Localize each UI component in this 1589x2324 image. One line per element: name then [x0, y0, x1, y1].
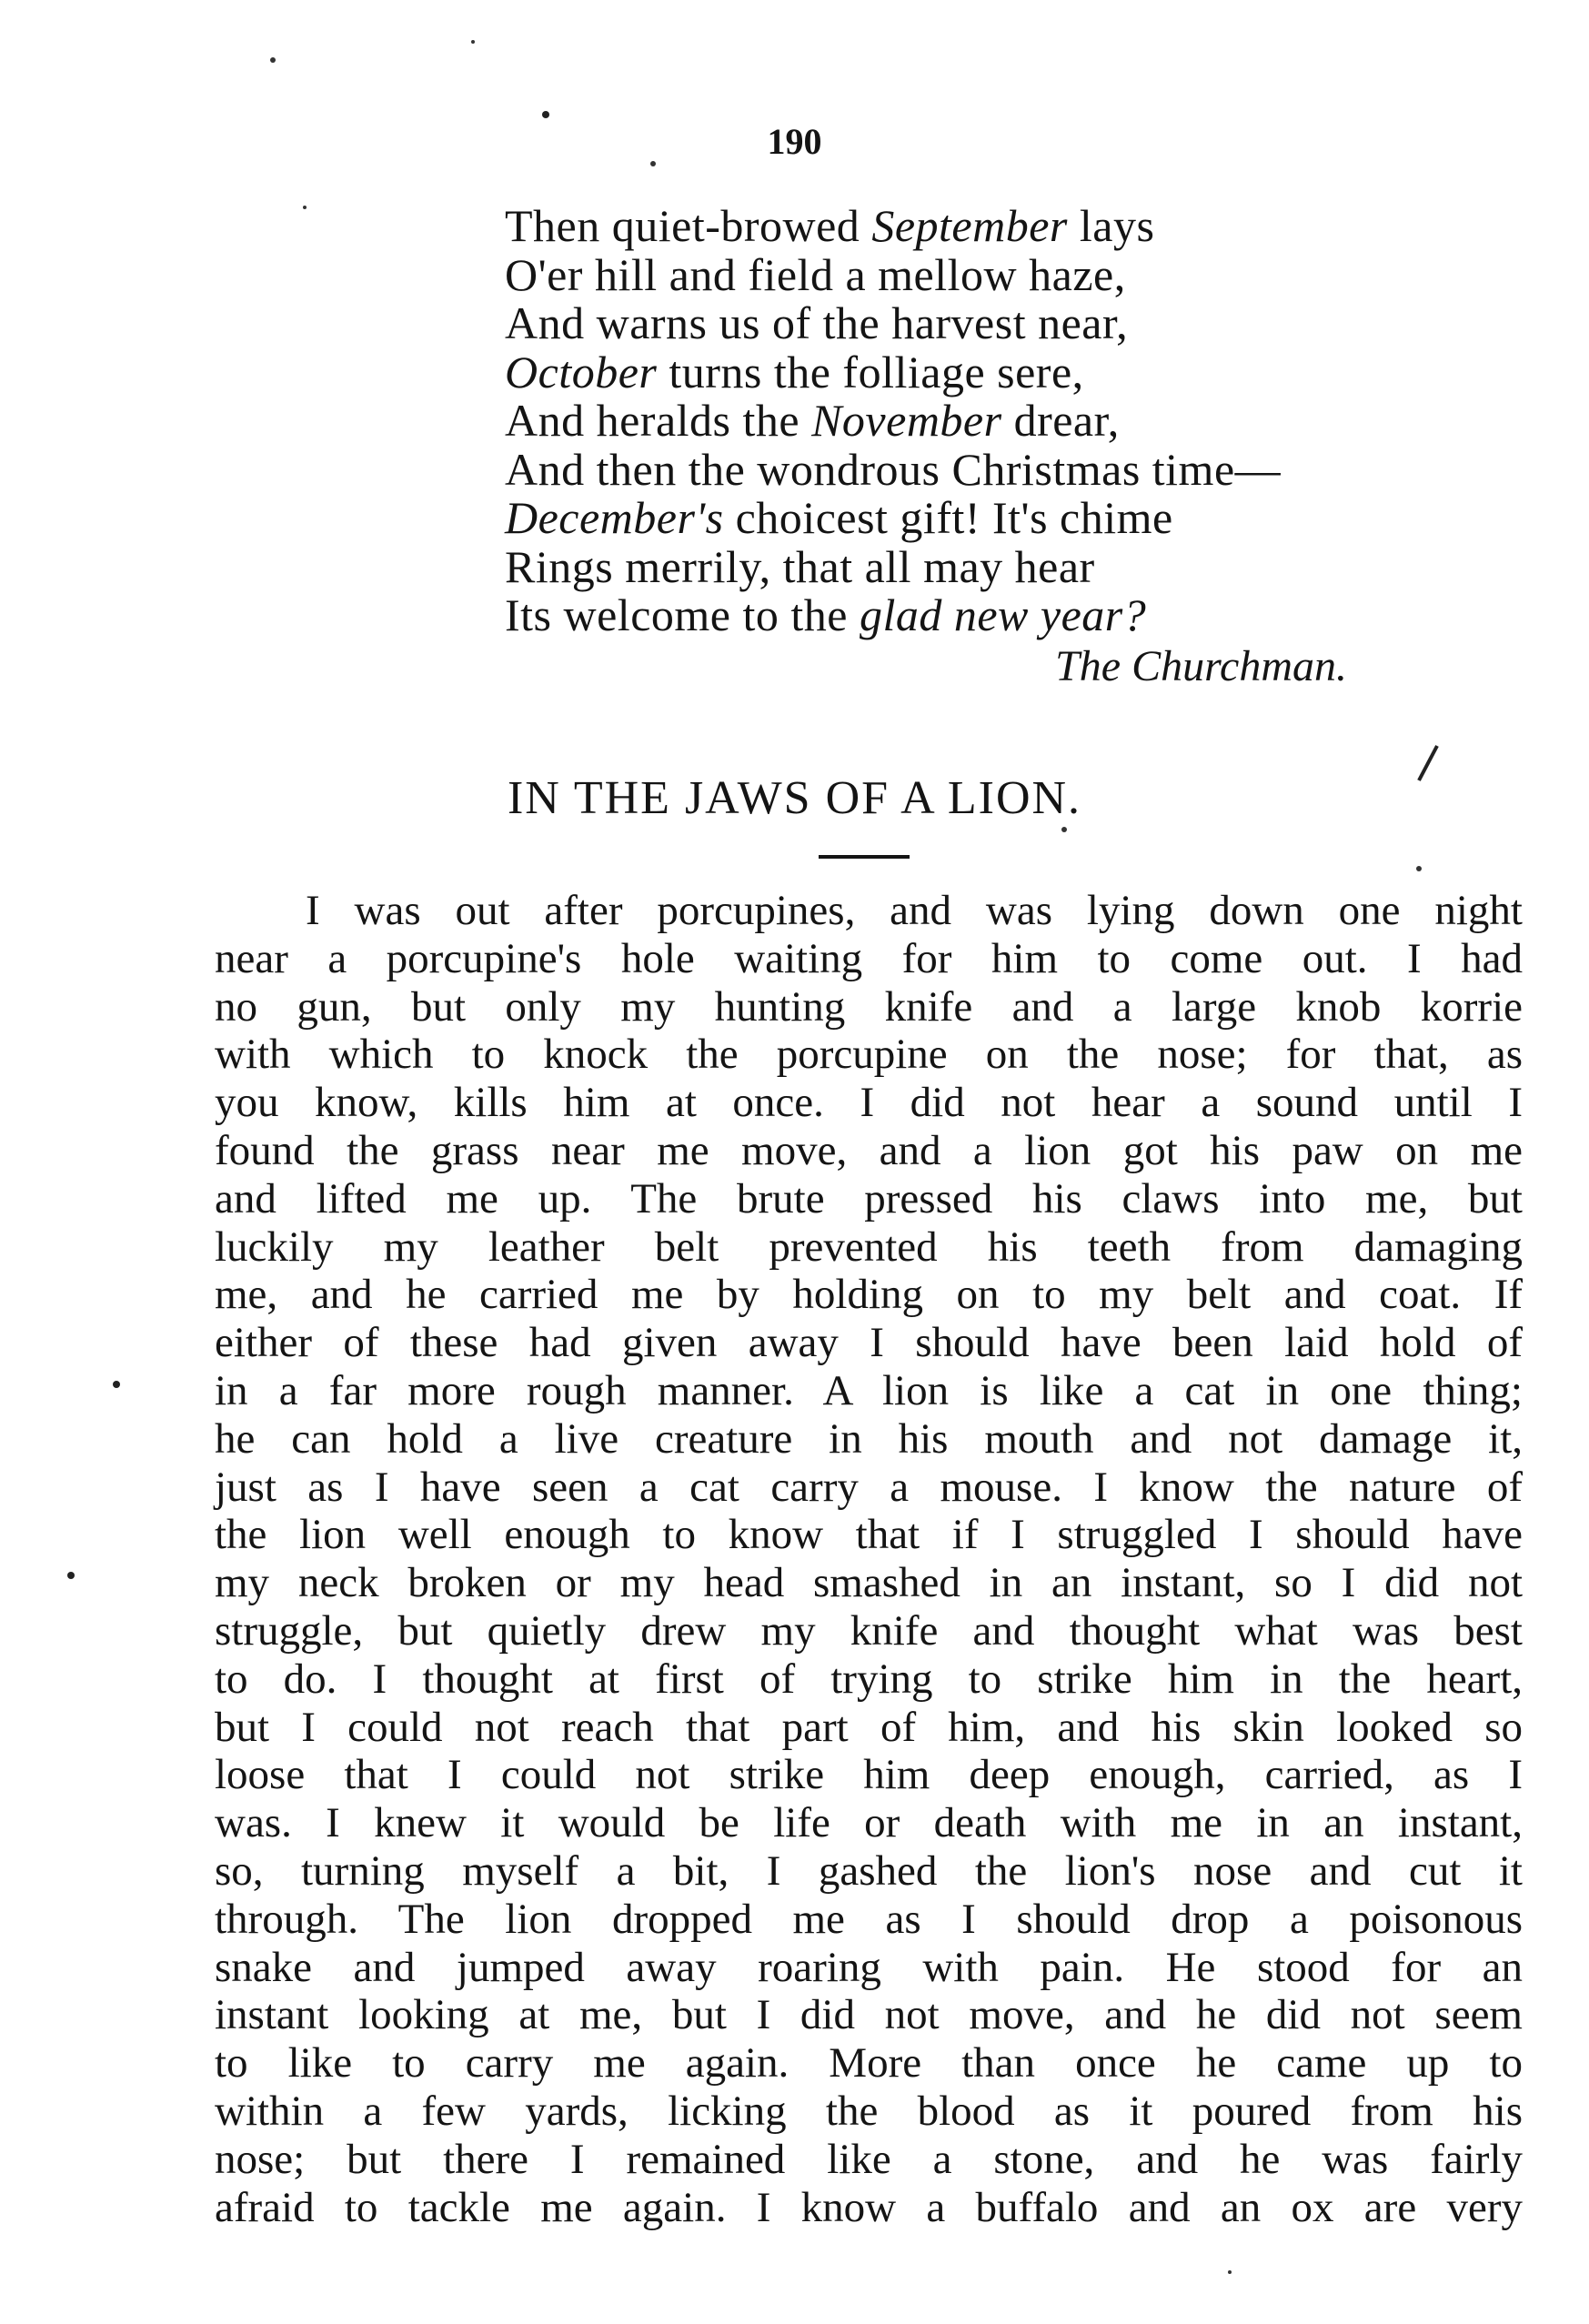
poem-text: Its welcome to the — [505, 589, 860, 640]
article-line: near a porcupine's hole waiting for him to come out. I had — [215, 934, 1523, 982]
speck — [1416, 866, 1422, 871]
poem-text: choicest gift! It's chime — [723, 492, 1173, 543]
article-line: was. I knew it would be life or death with me in an instant, — [215, 1799, 1523, 1847]
article-title: IN THE JAWS OF A LION. — [507, 772, 1082, 824]
article-line: just as I have seen a cat carry a mouse. I know the nature of — [215, 1463, 1523, 1511]
article-line: through. The lion dropped me as I should drop a poisonous — [215, 1895, 1523, 1943]
poem-text: drear, — [1001, 395, 1120, 446]
poem-line — [505, 348, 1414, 397]
article-line: snake and jumped away roaring with pain. He stood for an — [215, 1943, 1523, 1991]
article-line: in a far more rough manner. A lion is like a cat in one thing; — [215, 1366, 1523, 1414]
poem-line — [505, 540, 1414, 592]
title-rule — [819, 855, 910, 859]
page-number: 190 — [767, 121, 822, 162]
poem-line — [505, 494, 1414, 543]
poem-line — [505, 248, 1414, 300]
poem-month: November — [811, 395, 1002, 446]
poem-month: September — [871, 200, 1068, 251]
poem-text: O'er hill and field a mellow haze, — [505, 248, 1126, 300]
article-line: and lifted me up. The brute pressed his claws into me, but — [215, 1174, 1523, 1222]
speck — [67, 1572, 75, 1579]
article-line: luckily my leather belt prevented his teeth from damaging — [215, 1222, 1523, 1271]
speck — [1228, 2270, 1232, 2274]
article-line: afraid to tackle me again. I know a buffalo and an ox are very — [215, 2183, 1523, 2231]
speck — [113, 1381, 120, 1388]
article-line: you know, kills him at once. I did not hear a sound until I — [215, 1079, 1523, 1127]
article-line: I was out after porcupines, and was lying down one night — [306, 887, 1523, 934]
poem-line — [505, 202, 1414, 251]
poem-month: glad new year? — [859, 589, 1147, 640]
speck — [303, 206, 307, 209]
poem-text: Rings merrily, that all may hear — [505, 540, 1095, 592]
poem-line — [505, 299, 1414, 348]
poem-line — [505, 397, 1414, 446]
article-line: but I could not reach that part of him, and his skin looked so — [215, 1703, 1523, 1751]
poem-text: Then quiet-browed — [505, 200, 872, 251]
poem-text: lays — [1067, 200, 1155, 251]
article-line: within a few yards, licking the blood as it poured from his — [215, 2087, 1523, 2135]
article-line: me, and he carried me by holding on to my belt and coat. If — [215, 1271, 1523, 1319]
article-line: loose that I could not strike him deep enough, carried, as I — [215, 1751, 1523, 1799]
article-line: so, turning myself a bit, I gashed the lion's nose and cut it — [215, 1846, 1523, 1895]
poem-attribution: The Churchman. — [1055, 642, 1347, 690]
poem-text: And heralds the — [505, 395, 812, 446]
poem-text: And warns us of the harvest near, — [505, 297, 1129, 348]
poem-month: December's — [505, 492, 724, 543]
speck — [270, 57, 276, 63]
article-line: either of these had given away I should have been laid hold of — [215, 1319, 1523, 1367]
article-line: found the grass near me move, and a lion got his paw on me — [215, 1126, 1523, 1174]
speck — [471, 40, 475, 44]
article-line: instant looking at me, but I did not move, and he did not seem — [215, 1991, 1523, 2039]
article-line: with which to knock the porcupine on the nose; for that, as — [215, 1031, 1523, 1079]
article-line: no gun, but only my hunting knife and a large knob korrie — [215, 982, 1523, 1031]
poem-month: October — [505, 346, 658, 397]
speck — [1061, 827, 1067, 832]
article-line: struggle, but quietly drew my knife and thought what was best — [215, 1606, 1523, 1655]
article-line: my neck broken or my head smashed in an instant, so I did not — [215, 1559, 1523, 1607]
poem-line — [505, 443, 1414, 495]
article-line: the lion well enough to know that if I struggled I should have — [215, 1511, 1523, 1559]
poem-text: And then the wondrous Christmas time— — [505, 443, 1282, 495]
article-line: to like to carry me again. More than once he came up to — [215, 2039, 1523, 2088]
speck — [542, 111, 549, 118]
article-line: he can hold a live creature in his mouth and not damage it, — [215, 1414, 1523, 1463]
poem-text: turns the folliage sere, — [657, 346, 1084, 397]
article-line: nose; but there I remained like a stone, and he was fairly — [215, 2135, 1523, 2183]
speck — [650, 161, 656, 166]
article-line: to do. I thought at first of trying to strike him in the heart, — [215, 1655, 1523, 1703]
poem-line — [505, 591, 1414, 640]
poem — [505, 202, 1414, 640]
article-body — [215, 887, 1523, 2231]
